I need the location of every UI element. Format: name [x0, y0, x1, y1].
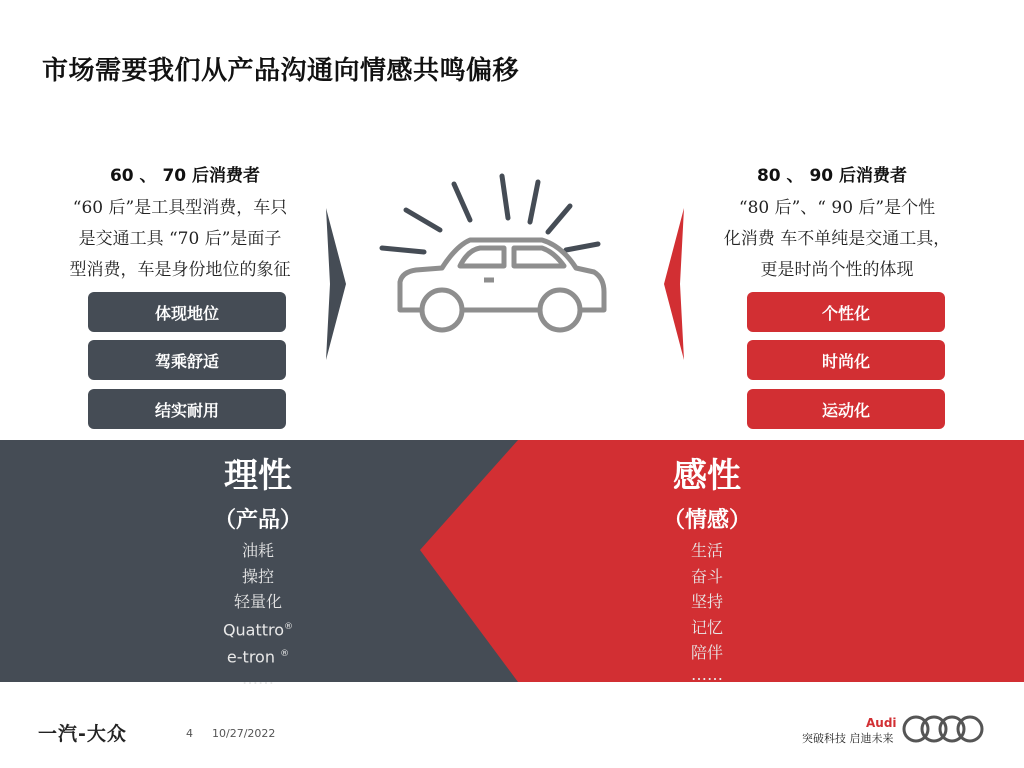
emotional-item: 记忆 — [690, 617, 723, 637]
left-pill-status: 体现地位 — [88, 292, 286, 332]
page-title: 市场需要我们从产品沟通向情感共鸣偏移 — [42, 56, 520, 86]
emotional-title: 感性 — [673, 456, 741, 496]
rational-panel — [108, 440, 408, 684]
page-number: 4 — [186, 727, 193, 740]
right-description-line: 化消费 车不单纯是交通工具， — [723, 229, 951, 249]
rational-item — [108, 615, 408, 643]
rational-item — [108, 642, 408, 670]
emotional-subtitle: （情感） — [662, 508, 751, 533]
left-description — [30, 193, 330, 286]
left-pill-durable: 结实耐用 — [88, 389, 286, 429]
rational-title: 理性 — [224, 456, 292, 496]
left-description-line: 型消费，车是身份地位的象征 — [69, 260, 291, 280]
rational-item: 轻量化 — [233, 592, 282, 611]
emotional-panel — [557, 440, 857, 680]
audi-wordmark: Audi — [866, 716, 897, 730]
rational-item: …… — [242, 670, 274, 685]
trademark-mark: ® — [284, 621, 294, 632]
car-icon — [372, 170, 612, 350]
chevron-right-icon — [326, 208, 350, 360]
left-description-line: 是交通工具 “70 后”是面子 — [78, 229, 282, 249]
emotional-item: 陪伴 — [690, 643, 723, 662]
trademark-mark: ® — [280, 649, 290, 660]
left-pill-comfort: 驾乘舒适 — [88, 340, 286, 380]
emotional-item: …… — [691, 665, 723, 680]
right-pill-personality: 个性化 — [747, 292, 945, 332]
chevron-left-icon — [664, 208, 688, 360]
rational-item: 操控 — [241, 566, 274, 586]
emotional-item: 奋斗 — [690, 566, 723, 586]
left-description-line: “60 后”是工具型消费，车只 — [72, 198, 288, 218]
rational-item-text: Quattro — [222, 619, 285, 639]
emotional-item: 坚持 — [690, 592, 723, 611]
right-description-line: 更是时尚个性的体现 — [760, 260, 914, 280]
page-date: 10/27/2022 — [212, 727, 276, 740]
rational-subtitle: （产品） — [213, 508, 302, 533]
right-description — [692, 193, 982, 286]
emotional-item: 生活 — [690, 541, 723, 560]
left-heading: 60 、 70 后消费者 — [109, 166, 261, 186]
right-heading: 80 、 90 后消费者 — [756, 166, 908, 186]
right-description-line: “80 后”、“ 90 后”是个性 — [738, 198, 936, 218]
faw-vw-logo: 一汽-大众 — [38, 723, 127, 745]
audi-rings-icon — [902, 713, 984, 745]
rational-item-text: e-tron — [226, 647, 275, 667]
right-pill-sport: 运动化 — [747, 389, 945, 429]
audi-slogan: 突破科技 启迪未来 — [802, 732, 894, 745]
right-pill-fashion: 时尚化 — [747, 340, 945, 380]
rational-item: 油耗 — [241, 541, 274, 560]
